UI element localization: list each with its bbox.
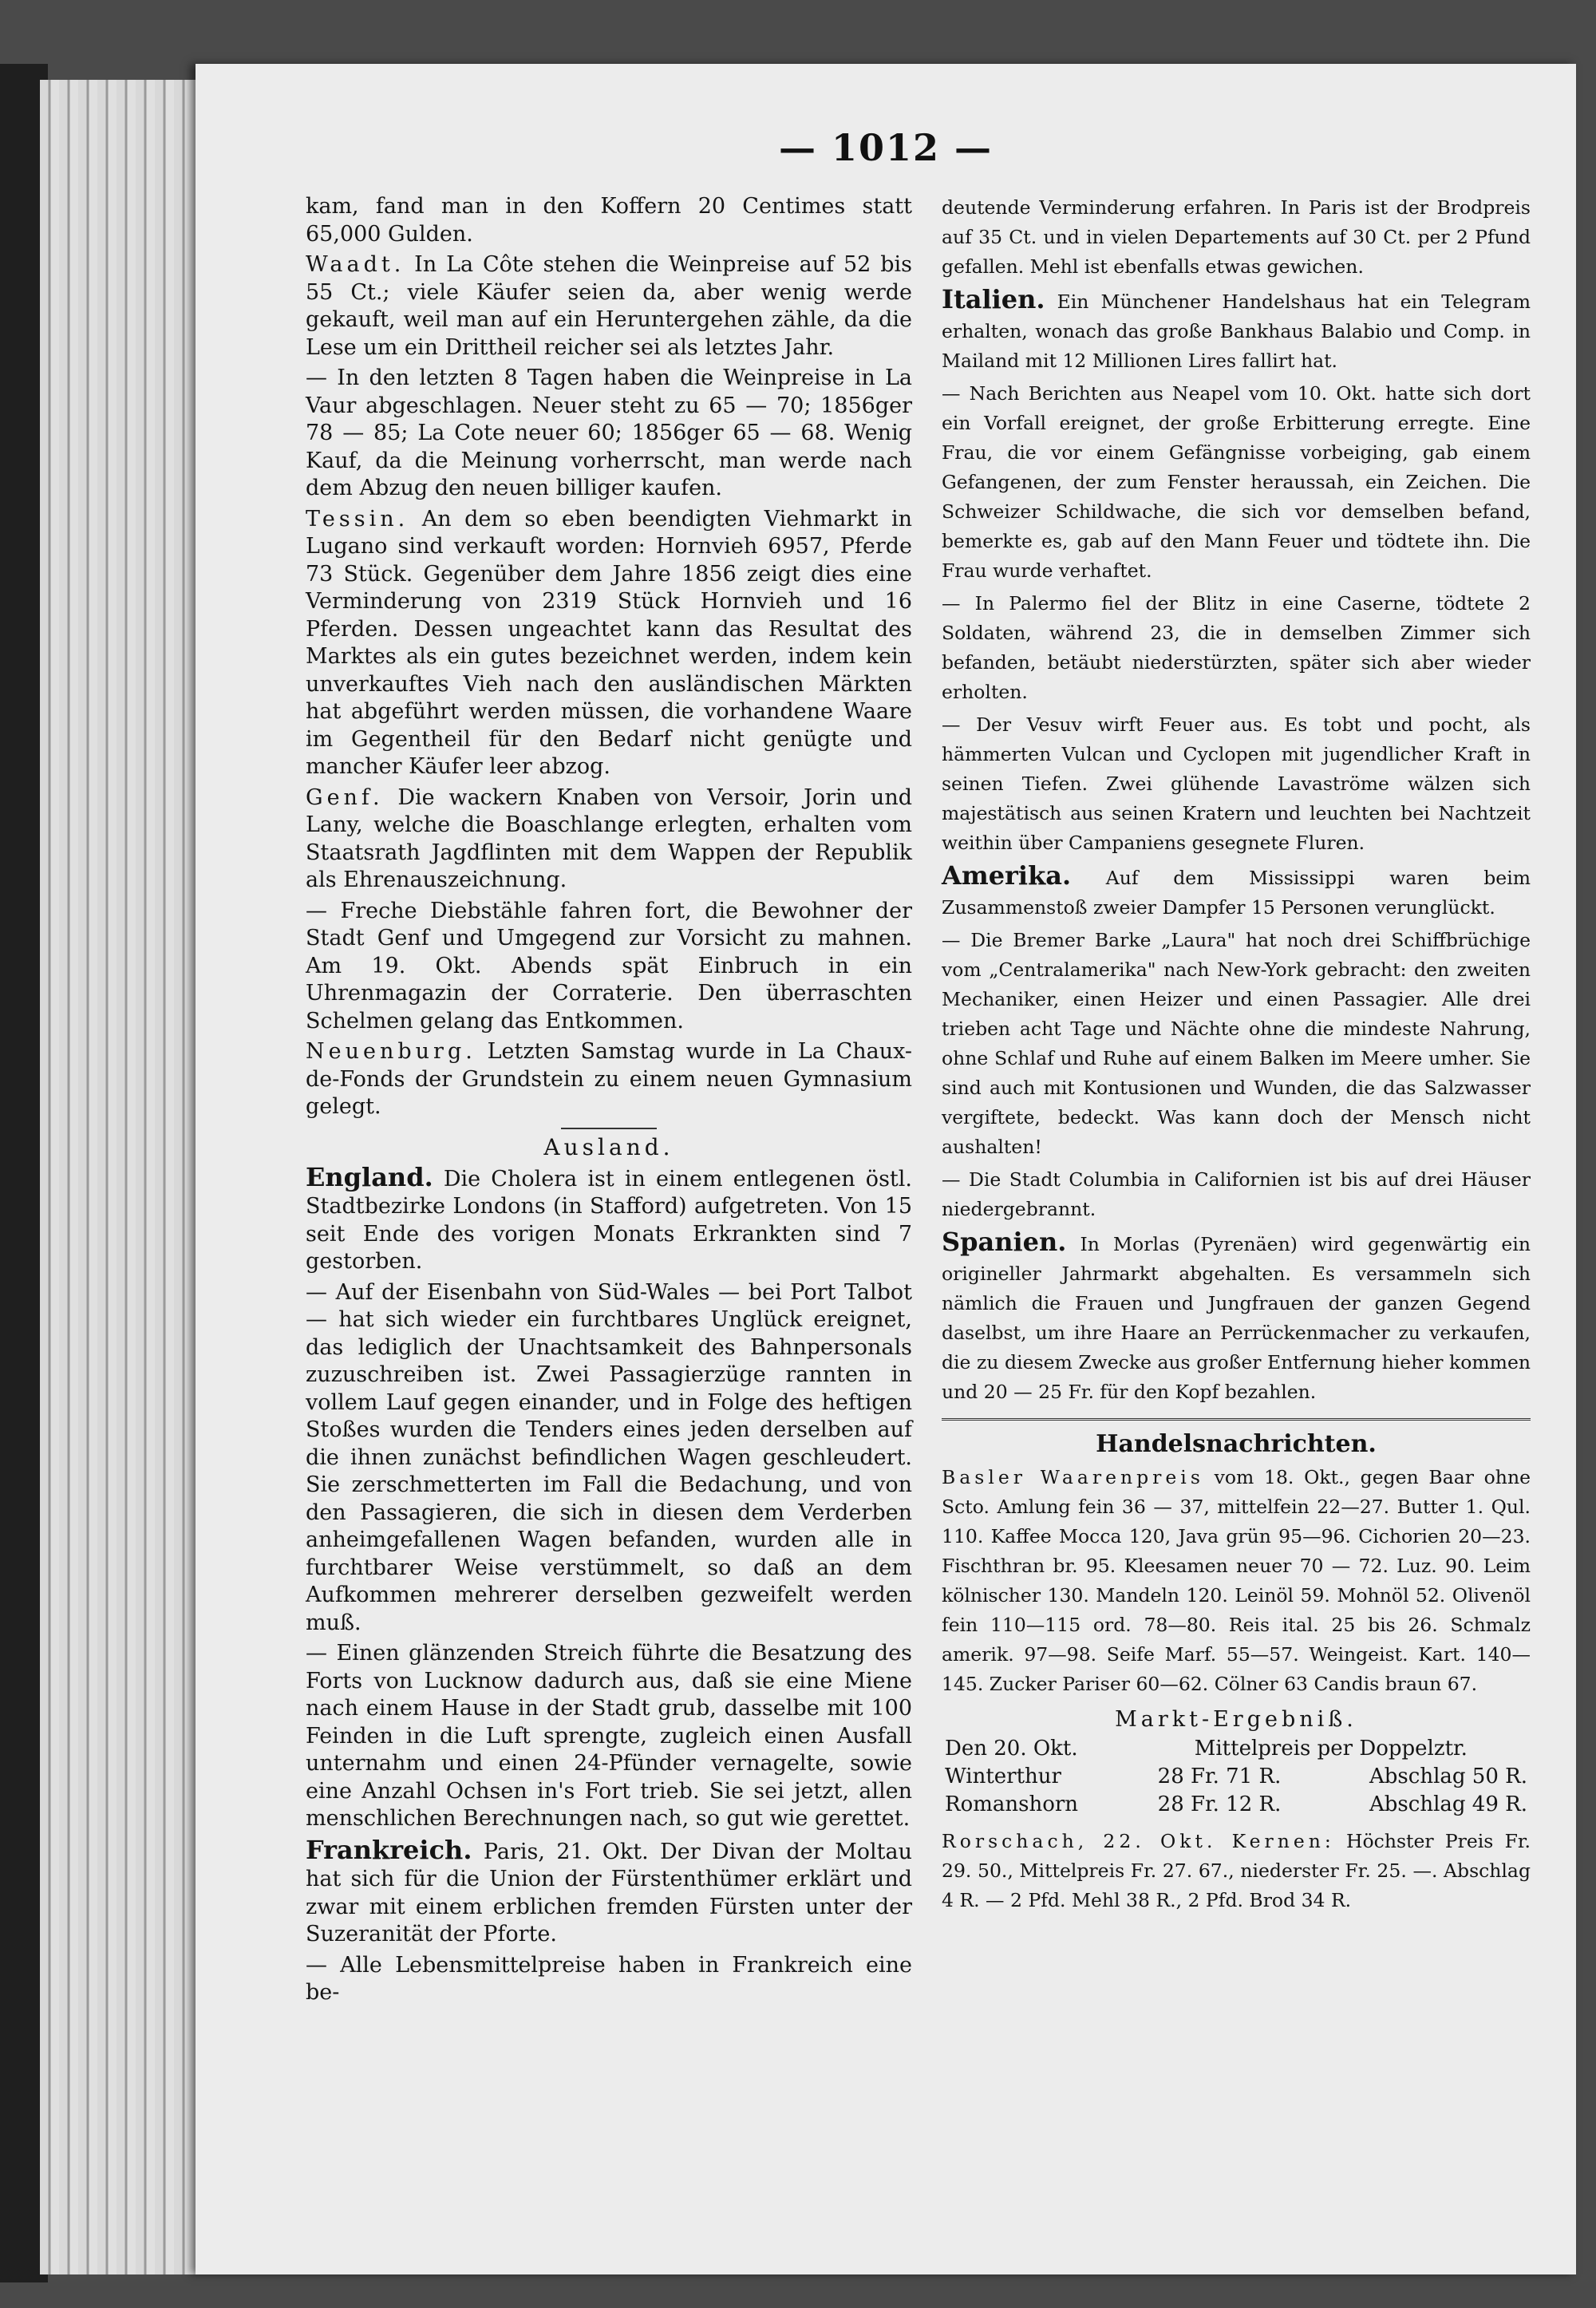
region-label: Rorschach, 22. Okt. Kernen: [942,1830,1335,1852]
article-paragraph: kam, fand man in den Koffern 20 Centimes statt 65,000 Gulden. [306,194,912,247]
page-number: — 1012 — [778,126,994,169]
article-text: In La Côte stehen die Weinpreise auf 52 bis 55 Ct.; viele Käufer seien da, aber wenig werde gekauft, weil man auf ein Heruntergehen zähle, da die Lese um ein Drittheil reicher sei als letztes Jahr. [306,252,912,360]
article-text: Die Cholera ist in einem entlegenen östl. Stadtbezirke Londons (in Stafford) aufgetreten. Von 15 seit Ende des vorigen Monats Erkrankten sind 7 gestorben. [306,1166,912,1274]
section-title-handelsnachrichten: Handelsnachrichten. [1096,1430,1377,1458]
article-paragraph [942,1827,1531,1915]
region-label: Neuenburg. [306,1039,476,1064]
article-text: In Morlas (Pyrenäen) wird gegenwärtig ein origineller Jahrmarkt abgehalten. Es versammeln sich nämlich die Frauen und Jungfrauen der ganzen Gegend daselbst, um ihre Haare an Perrückenmacher zu verkaufen, die zu diesem Zwecke aus großer Entfernung hieher kommen und 20 — 25 Fr. für den Kopf bezahlen. [942,1233,1531,1403]
page-edges [40,80,200,2274]
article-paragraph [942,1227,1531,1407]
right-column [942,193,1531,1919]
article-paragraph: — Die Stadt Columbia in Californien ist bis auf drei Häuser niedergebrannt. [942,1168,1531,1220]
article-paragraph: — In den letzten 8 Tagen haben die Weinpreise in La Vaur abgeschlagen. Neuer steht zu 65 — 70; 1856ger 78 — 85; La Cote neuer 60; 1856ger 65 — 68. Wenig Kauf, da die Meinung vorherrscht, man werde nach dem Abzug den neuen billiger kaufen. [306,366,912,500]
market-price: 28 Fr. 71 R. [1157,1765,1282,1788]
article-paragraph [306,784,912,895]
country-label: Amerika. [942,860,1072,891]
article-text: Paris, 21. Okt. Der Divan der Moltau hat sich für die Union der Fürstenthümer erklärt und zwar mit einem erblichen fremden Fürsten unter der Suzeranität der Pforte. [306,1839,912,1946]
region-label: Waadt. [306,252,405,277]
market-place: Winterthur [945,1765,1061,1788]
country-label: Frankreich. [306,1834,472,1865]
article-text: Letzten Samstag wurde in La Chaux-de-Fonds der Grundstein zu einem neuen Gymnasium gelegt. [306,1039,912,1119]
article-text: Höchster Preis Fr. 29. 50., Mittelpreis Fr. 27. 67., niederster Fr. 25. —. Abschlag 4 R. — 2 Pfd. Mehl 38 R., 2 Pfd. Brod 34 R. [942,1830,1531,1911]
article-paragraph [306,1836,912,1949]
market-price: 28 Fr. 12 R. [1157,1792,1282,1816]
article-paragraph: — Die Bremer Barke „Laura" hat noch drei Schiffbrüchige vom „Centralamerika" nach New-York gebracht: den zweiten Mechaniker, einen Heizer und einen Passagier. Alle drei trieben acht Tage und Nächte ohne die mindeste Nahrung, ohne Schlaf und Ruhe auf einem Balken im Meere umher. Sie sind auch mit Kontusionen und Wunden, die das Salzwasser vergiftete, bedeckt. Was kann doch der Mensch nicht aushalten! [942,929,1531,1158]
market-change: Abschlag 49 R. [1369,1792,1527,1816]
market-place: Romanshorn [945,1792,1079,1816]
section-divider [942,1418,1531,1421]
region-label: Genf. [306,784,384,810]
country-label: Italien. [942,284,1045,314]
article-text: Die wackern Knaben von Versoir, Jorin und Lany, welche die Boaschlange erlegten, erhalten vom Staatsrath Jagdflinten mit dem Wappen der Republik als Ehrenauszeichnung. [306,784,912,892]
article-paragraph [306,1038,912,1121]
table-row [942,1763,1531,1791]
market-change: Abschlag 50 R. [1369,1765,1527,1788]
market-results-title: Markt-Ergebniß. [1115,1707,1357,1732]
market-results-table [942,1735,1531,1819]
country-label: Spanien. [942,1227,1067,1257]
article-paragraph: deutende Verminderung erfahren. In Paris ist der Brodpreis auf 35 Ct. und in vielen Departements auf 30 Ct. per 2 Pfund gefallen. Mehl ist ebenfalls etwas gewichen. [942,196,1531,278]
article-text: Auf dem Mississippi waren beim Zusammenstoß zweier Dampfer 15 Personen verunglückt. [942,867,1531,919]
section-title-ausland: Ausland. [543,1133,674,1160]
article-paragraph: — Einen glänzenden Streich führte die Besatzung des Forts von Lucknow dadurch aus, daß sie eine Miene nach einem Hause in der Stadt grub, dasselbe mit 100 Feinden in die Luft sprengte, zugleich einen Ausfall unternahm und einen 24-Pfünder vernagelte, sowie eine Anzahl Ochsen in's Fort trieb. Sie sei jetzt, allen menschlichen Berechnungen nach, so gut wie gerettet. [306,1641,912,1831]
table-header-row [942,1735,1531,1763]
article-text: Ein Münchener Handelshaus hat ein Telegram erhalten, wonach das große Bankhaus Balabio und Comp. in Mailand mit 12 Millionen Lires fallirt hat. [942,290,1531,372]
article-paragraph [306,1161,912,1276]
article-paragraph: — In Palermo fiel der Blitz in eine Caserne, tödtete 2 Soldaten, während 23, die in demselben Zimmer sich befanden, betäubt niederstürzten, später sich aber wieder erholten. [942,592,1531,703]
region-label: Basler Waarenpreis [942,1466,1204,1488]
article-paragraph: — Der Vesuv wirft Feuer aus. Es tobt und pocht, als hämmerten Vulcan und Cyclopen mit jugendlicher Kraft in seinen Tiefen. Zwei glühende Lavaströme wälzen sich majestätisch aus seinen Kratern und leuchten bei Nachtzeit weithin über Campaniens gesegnete Fluren. [942,713,1531,854]
newspaper-page [196,64,1576,2274]
article-paragraph: — Auf der Eisenbahn von Süd-Wales — bei Port Talbot — hat sich wieder ein furchtbares Unglück ereignet, das lediglich der Unachtsamkeit des Bahnpersonals zuzuschreiben ist. Zwei Passagierzüge rannten in vollem Lauf gegen einander, und in Folge des heftigen Stoßes wurden die Tenders eines jeden derselben auf die ihnen zunächst befindlichen Wagen geschleudert. Sie zerschmetterten im Fall die Bedachung, und von den Passagieren, die sich in diesen dem Verderben anheimgefallenen Wagen befanden, wurden alle in furchtbarer Weise verstümmelt, so daß an dem Aufkommen mehrerer derselben gezweifelt werden muß. [306,1279,912,1635]
article-paragraph [306,251,912,362]
article-paragraph [942,861,1531,923]
section-divider [561,1128,657,1129]
article-text: vom 18. Okt., gegen Baar ohne Scto. Amlung fein 36 — 37, mittelfein 22—27. Butter 1. Qul. 110. Kaffee Mocca 120, Java grün 95—96. Cichorien 20—23. Fischthran br. 95. Kleesamen neuer 70 — 72. Luz. 90. Leim kölnischer 130. Mandeln 120. Leinöl 59. Mohnöl 52. Olivenöl fein 110—115 ord. 78—80. Reis ital. 25 bis 26. Schmalz amerik. 97—98. Seife Marf. 55—57. Weingeist. Kart. 140—145. Zucker Pariser 60—62. Cölner 63 Candis braun 67. [942,1466,1531,1695]
article-paragraph: — Freche Diebstähle fahren fort, die Bewohner der Stadt Genf und Umgegend zur Vorsicht zu mahnen. Am 19. Okt. Abends spät Einbruch in ein Uhrenmagazin der Corraterie. Den überraschten Schelmen gelang das Entkommen. [306,898,912,1033]
table-row [942,1791,1531,1819]
table-header-price: Mittelpreis per Doppelztr. [1194,1737,1468,1761]
article-paragraph [306,506,912,781]
region-label: Tessin. [306,506,409,532]
country-label: England. [306,1161,433,1192]
article-text: An dem so eben beendigten Viehmarkt in Lugano sind verkauft worden: Hornvieh 6957, Pferde 73 Stück. Gegenüber dem Jahre 1856 zeigt dies eine Verminderung von 2319 Stück Hornvieh und 16 Pferden. Dessen ungeachtet kann das Resultat des Marktes als ein gutes bezeichnet werden, indem kein unverkauftes Vieh nach den ausländischen Märkten hat abgeführt werden müssen, die vorhandene Waare im Gegentheil für den Bedarf nicht genügte und mancher Käufer leer abzog. [306,506,912,779]
article-paragraph [942,1463,1531,1699]
table-header-date: Den 20. Okt. [945,1737,1078,1761]
left-column [306,193,912,2010]
article-paragraph [942,285,1531,376]
article-paragraph: — Alle Lebensmittelpreise haben in Frankreich eine be- [306,1952,912,2005]
article-paragraph: — Nach Berichten aus Neapel vom 10. Okt. hatte sich dort ein Vorfall ereignet, der große Erbitterung erregte. Eine Frau, die vor einem Gefängnisse vorbeiging, gab einem Gefangenen, der zum Fenster heraussah, ein Zeichen. Die Schweizer Schildwache, die sich vor demselben befand, bemerkte es, gab auf den Mann Feuer und tödtete ihn. Die Frau wurde verhaftet. [942,382,1531,582]
